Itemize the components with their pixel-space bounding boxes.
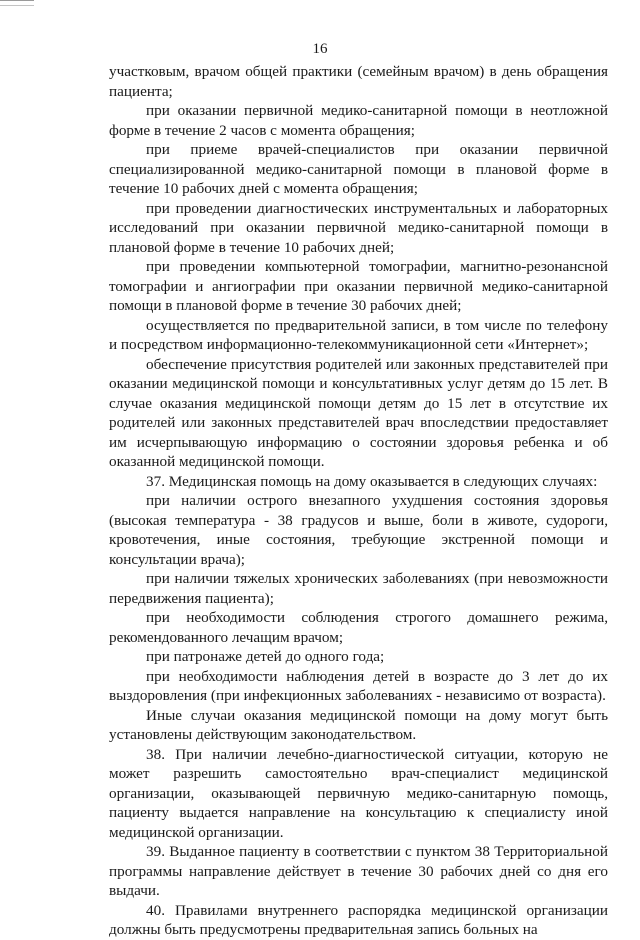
paragraph-1: участковым, врачом общей практики (семейным врачом) в день обращения пациента; bbox=[109, 63, 608, 100]
paragraph-8-item-37: 37. Медицинская помощь на дому оказывается в следующих случаях: bbox=[146, 472, 598, 490]
page-number: 16 bbox=[312, 41, 328, 57]
paragraph-3: при приеме врачей-специалистов при оказании первичной специализированной медико-санитарной помощи в плановой форме в течение 10 рабочих дней с момента обращения; bbox=[109, 141, 608, 197]
paragraph-6: осуществляется по предварительной записи, в том числе по телефону и посредством информационно-телекоммуникационной сети «Интернет»; bbox=[109, 316, 608, 353]
paragraph-7: обеспечение присутствия родителей или законных представителей при оказании медицинской помощи и консультативных услуг детям до 15 лет. В случае оказания медицинской помощи детям до 15 лет в отсутствие их родителей или законных представителей врач впоследствии предоставляет им исчерпывающую информацию о состоянии здоровья ребенка и об оказанной медицинской помощи. bbox=[109, 355, 608, 470]
scan-corner-mark bbox=[0, 0, 34, 6]
paragraph-5: при проведении компьютерной томографии, магнитно-резонансной томографии и ангиографии при оказании первичной медико-санитарной помощи в плановой форме в течение 30 рабочих дней; bbox=[109, 258, 608, 314]
paragraph-16-item-39: 39. Выданное пациенту в соответствии с пунктом 38 Территориальной программы направление действует в течение 30 рабочих дней со дня его выдачи. bbox=[109, 843, 608, 899]
paragraph-2: при оказании первичной медико-санитарной помощи в неотложной форме в течение 2 часов с момента обращения; bbox=[109, 102, 608, 139]
document-body bbox=[109, 62, 608, 940]
paragraph-14: Иные случаи оказания медицинской помощи на дому могут быть установлены действующим законодательством. bbox=[109, 706, 608, 743]
paragraph-17-item-40: 40. Правилами внутреннего распорядка медицинской организации должны быть предусмотрены предварительная запись больных на bbox=[109, 901, 608, 938]
paragraph-13: при необходимости наблюдения детей в возрасте до 3 лет до их выздоровления (при инфекционных заболеваниях - независимо от возраста). bbox=[109, 667, 608, 704]
paragraph-4: при проведении диагностических инструментальных и лабораторных исследований при оказании первичной медико-санитарной помощи в плановой форме в течение 10 рабочих дней; bbox=[109, 199, 608, 256]
paragraph-15-item-38: 38. При наличии лечебно-диагностической ситуации, которую не может разрешить самостоятельно врач-специалист медицинской организации, оказывающей первичную медико-санитарную помощь, пациенту выдается направление на консультацию к специалисту иной медицинской организации. bbox=[109, 745, 608, 841]
paragraph-9: при наличии острого внезапного ухудшения состояния здоровья (высокая температура - 38 градусов и выше, боли в животе, судороги, кровотечения, иные состояния, требующие экстренной помощи и консультации врача); bbox=[109, 492, 608, 568]
paragraph-12: при патронаже детей до одного года; bbox=[146, 648, 385, 665]
paragraph-11: при необходимости соблюдения строгого домашнего режима, рекомендованного лечащим врачом; bbox=[109, 609, 608, 646]
paragraph-10: при наличии тяжелых хронических заболеваниях (при невозможности передвижения пациента); bbox=[109, 570, 608, 607]
